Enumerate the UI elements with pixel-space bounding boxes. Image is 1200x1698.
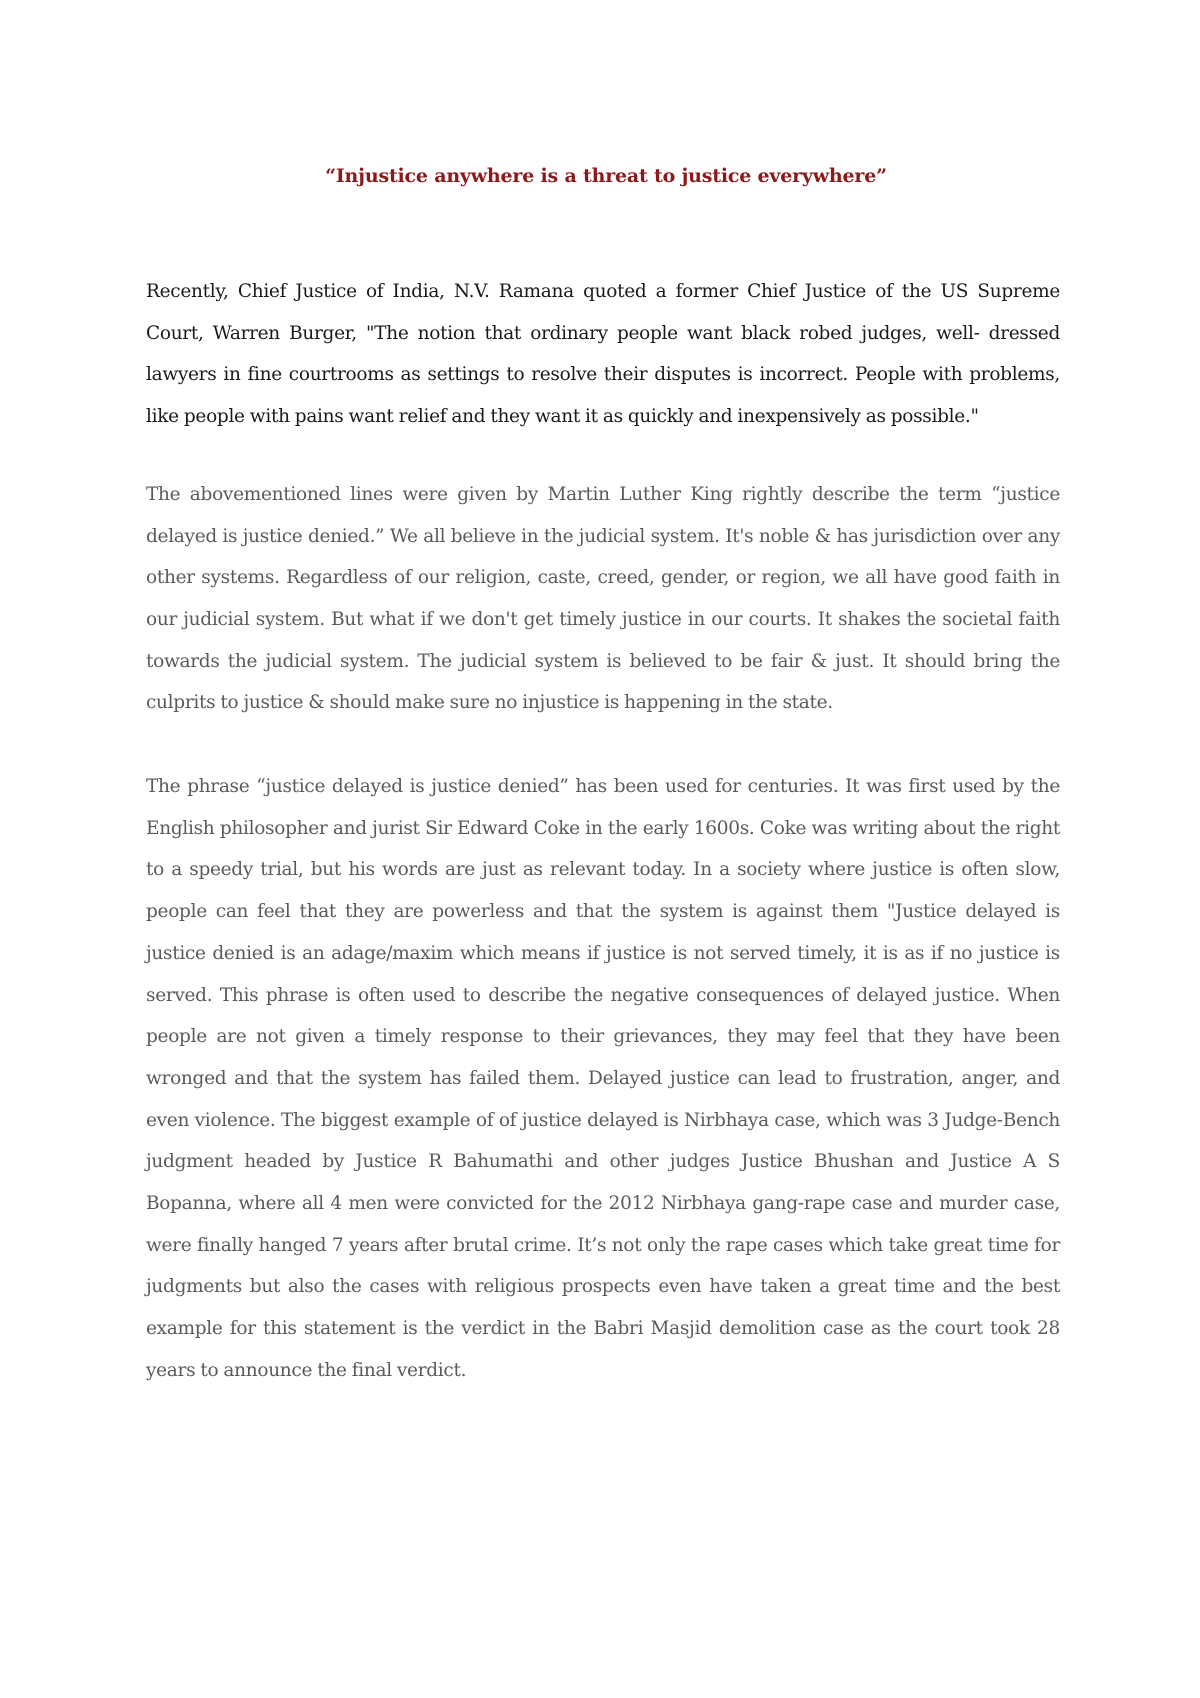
paragraph-phrase-history: The phrase “justice delayed is justice denied” has been used for centuries. It was first used by the English philosopher and jurist Sir Edward Coke in the early 1600s. Coke was writing about the right to a speedy trial, but his words are just as relevant today. In a society where justice is often slow, people can feel that they are powerless and that the system is against them "Justice delayed is justice denied is an adage/maxim which means if justice is not served timely, it is as if no justice is served. This phrase is often used to describe the negative consequences of delayed justice. When people are not given a timely response to their grievances, they may feel that they have been wronged and that the system has failed them. Delayed justice can lead to frustration, anger, and even violence. The biggest example of of justice delayed is Nirbhaya case, which was 3 Judge-Bench judgment headed by Justice R Bahumathi and other judges Justice Bhushan and Justice A S Bopanna, where all 4 men were convicted for the 2012 Nirbhaya gang-rape case and murder case, were finally hanged 7 years after brutal crime. It’s not only the rape cases which take great time for judgments but also the cases with religious prospects even have taken a great time and the best example for this statement is the verdict in the Babri Masjid demolition case as the court took 28 years to announce the final verdict. [146, 776, 1060, 1381]
paragraph-justice-delayed: The abovementioned lines were given by Martin Luther King rightly describe the term “justice delayed is justice denied.” We all believe in the judicial system. It's noble & has jurisdiction over any other systems. Regardless of our religion, caste, creed, gender, or region, we all have good faith in our judicial system. But what if we don't get timely justice in our courts. It shakes the societal faith towards the judicial system. The judicial system is believed to be fair & just. It should bring the culprits to justice & should make sure no injustice is happening in the state. [146, 483, 1060, 714]
document-body [146, 271, 1060, 1392]
paragraph-intro-quote: Recently, Chief Justice of India, N.V. Ramana quoted a former Chief Justice of the US Supreme Court, Warren Burger, "The notion that ordinary people want black robed judges, well- dressed lawyers in fine courtrooms as settings to resolve their disputes is incorrect. People with problems, like people with pains want relief and they want it as quickly and inexpensively as possible." [146, 281, 1060, 428]
document-title: “Injustice anywhere is a threat to justice everywhere” [325, 165, 887, 187]
